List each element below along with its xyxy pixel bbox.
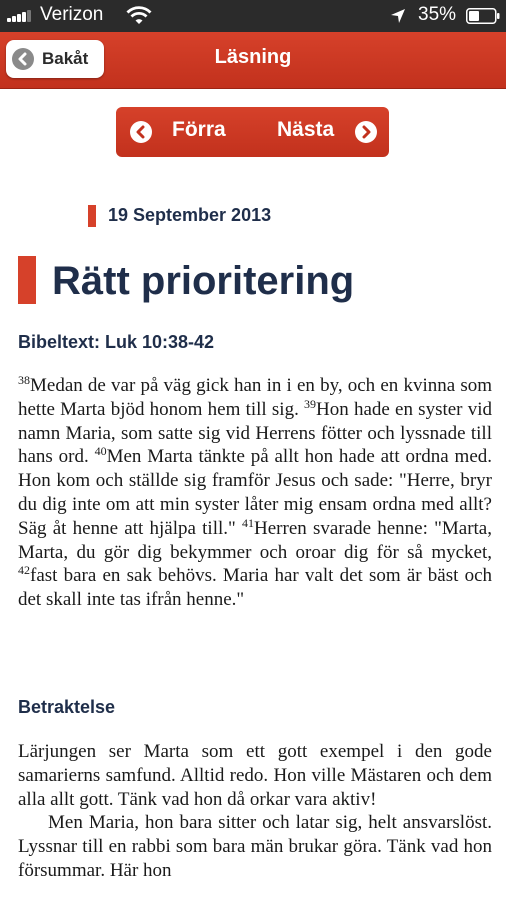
reflection-paragraph: Men Maria, hon bara sitter och latar sig, helt ansvarslöst. Lyssnar till en rabbi som bara män brukar göra. Tänk vad hon försummar. Här hon (18, 812, 492, 881)
back-button-label: Bakåt (42, 49, 89, 68)
wifi-icon (126, 6, 152, 26)
verse-text: Men Marta tänkte på allt hon hade att ordna med. Hon kom och ställde sig framför Jesus och sade: "Herre, bryr du dig inte om att min syster låter mig ensam ordna med allt? Säg åt henne att hjälpa till." (18, 446, 493, 539)
verse-text: fast bara en sak behövs. Maria har valt det som är bäst och det skall inte tas ifrån henne." (18, 565, 492, 611)
bible-paragraph (18, 374, 492, 612)
previous-label: Förra (172, 118, 226, 141)
reflection-heading: Betraktelse (18, 697, 116, 717)
chevron-right-icon (355, 121, 377, 143)
article-title: Rätt prioritering (52, 259, 355, 303)
verse-text: Medan de var på väg gick han in i en by, och en kvinna som hette Marta bjöd honom hem till sig. (18, 375, 492, 420)
screen-title: Läsning (214, 46, 292, 68)
verse-text: Hon hade en syster vid namn Maria, som satte sig vid Herrens fötter och lyssnade till hans ord. (18, 398, 492, 468)
verse-number: 42 (18, 563, 30, 578)
pager-control (116, 107, 389, 157)
verse-number: 40 (94, 444, 107, 459)
next-button[interactable] (253, 107, 389, 157)
verse-number: 41 (242, 515, 255, 530)
location-icon (390, 8, 406, 24)
verse-number: 39 (304, 396, 317, 411)
previous-button[interactable] (116, 107, 252, 157)
article-date: 19 September 2013 (108, 205, 272, 225)
verse-number: 38 (18, 373, 30, 387)
battery-icon (466, 8, 500, 24)
status-bar (0, 0, 506, 32)
navigation-bar (0, 32, 506, 89)
carrier-name: Verizon (40, 4, 104, 25)
bible-text-heading: Bibeltext: Luk 10:38-42 (18, 332, 215, 352)
verse-text: Herren svarade henne: "Marta, Marta, du gör dig bekymmer och oroar dig för så mycket, (18, 517, 492, 563)
reflection-paragraph: Lärjungen ser Marta som ett gott exempel i den gode samarierns samfund. Alltid redo. Hon ville Mästaren och dem alla allt gott. Tänk vad hon då orkar vara aktiv! (18, 741, 492, 810)
signal-icon (7, 10, 31, 22)
bible-text (18, 374, 492, 612)
next-label: Nästa (277, 118, 335, 141)
title-marker (18, 256, 36, 304)
date-marker (88, 205, 96, 227)
battery-percent: 35% (418, 4, 457, 25)
reflection-text (18, 740, 492, 883)
chevron-left-icon (130, 121, 152, 143)
